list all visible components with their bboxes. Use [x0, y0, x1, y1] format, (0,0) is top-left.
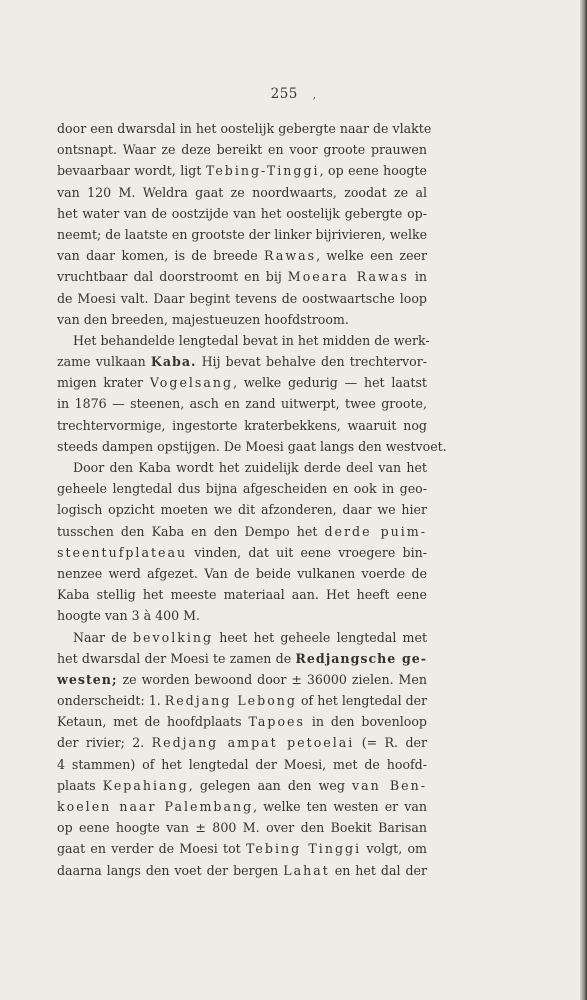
text-line: de Moesi valt. Daar begint tevens de oostwaartsche loop — [57, 290, 427, 306]
text-line: Door den Kaba wordt het zuidelijk derde deel van het — [73, 460, 427, 475]
text-line: hoogte van 3 à 400 M. — [57, 608, 201, 624]
text-line: Het behandelde lengtedal bevat in het midden de werk- — [73, 332, 430, 348]
text-line: het water van de oostzijde van het oostelijk gebergte op- — [57, 205, 427, 221]
text-line: het dwarsdal der Moesi te zamen de Redjangsche ge- — [57, 650, 427, 666]
body-text — [57, 118, 447, 881]
text-line: in 1876 — steenen, asch en zand uitwerpt, twee groote, — [57, 396, 427, 412]
text-line: nenzee werd afgezet. Van de beide vulkanen voerde de — [57, 565, 427, 581]
page-number-text: 255 — [270, 86, 298, 102]
text-line: logisch opzicht moeten we dit afzonderen, daar we hier — [57, 502, 427, 518]
text-line: der rivier; 2. Redjang ampat petoelai (= R. der — [57, 735, 427, 751]
text-line: door een dwarsdal in het oostelijk gebergte naar de vlakte — [57, 121, 432, 136]
text-line: ontsnapt. Waar ze deze bereikt en voor groote prauwen — [57, 142, 427, 158]
text-line: tusschen den Kaba en den Dempo het derde puim- — [57, 523, 427, 539]
page-number — [0, 86, 587, 102]
text-line: koelen naar Palembang, welke ten westen er van — [57, 799, 427, 814]
text-line: geheele lengtedal dus bijna afgescheiden en ook in geo- — [57, 481, 427, 497]
text-line: daarna langs den voet der bergen Lahat en het dal der — [57, 862, 427, 878]
text-line: migen krater Vogelsang, welke gedurig — het laatst — [57, 375, 427, 391]
text-line: neemt; de laatste en grootste der linker bijrivieren, welke — [57, 226, 428, 242]
page-edge-shadow — [580, 0, 587, 1000]
text-line: 4 stammen) of het lengtedal der Moesi, met de hoofd- — [57, 756, 427, 772]
text-line: steentufplateau vinden, dat uit eene vroegere bin- — [57, 544, 427, 560]
text-line: Kaba stellig het meeste materiaal aan. Het heeft eene — [57, 587, 427, 603]
text-line: bevaarbaar wordt, ligt Tebing-Tinggi, op eene hoogte — [57, 163, 427, 179]
text-line: Ketaun, met de hoofdplaats Tapoes in den bovenloop — [57, 714, 427, 730]
text-line: zame vulkaan Kaba. Hij bevat behalve den trechtervor- — [57, 354, 427, 370]
text-line: plaats Kepahiang, gelegen aan den weg van Ben- — [57, 777, 427, 793]
text-line: trechtervormige, ingestorte kraterbekkens, waaruit nog — [57, 417, 427, 433]
text-line: gaat en verder de Moesi tot Tebing Tinggi volgt, om — [57, 841, 427, 857]
text-line: onderscheidt: 1. Redjang Lebong of het lengtedal der — [57, 693, 428, 709]
text-line: westen; ze worden bewoond door ± 36000 zielen. Men — [57, 671, 427, 687]
text-line: van den breeden, majestueuzen hoofdstroom. — [57, 311, 349, 327]
text-line: van 120 M. Weldra gaat ze noordwaarts, zoodat ze al — [57, 184, 427, 200]
text-line: van daar komen, is de breede Rawas, welke een zeer — [57, 248, 427, 264]
page-mark: , — [312, 90, 317, 101]
text-line: op eene hoogte van ± 800 M. over den Boekit Barisan — [57, 820, 427, 836]
text-line: Naar de bevolking heet het geheele lengtedal met — [73, 629, 428, 645]
text-line: steeds dampen opstijgen. De Moesi gaat langs den westvoet. — [57, 438, 447, 454]
text-line: vruchtbaar dal doorstroomt en bij Moeara Rawas in — [57, 269, 427, 285]
